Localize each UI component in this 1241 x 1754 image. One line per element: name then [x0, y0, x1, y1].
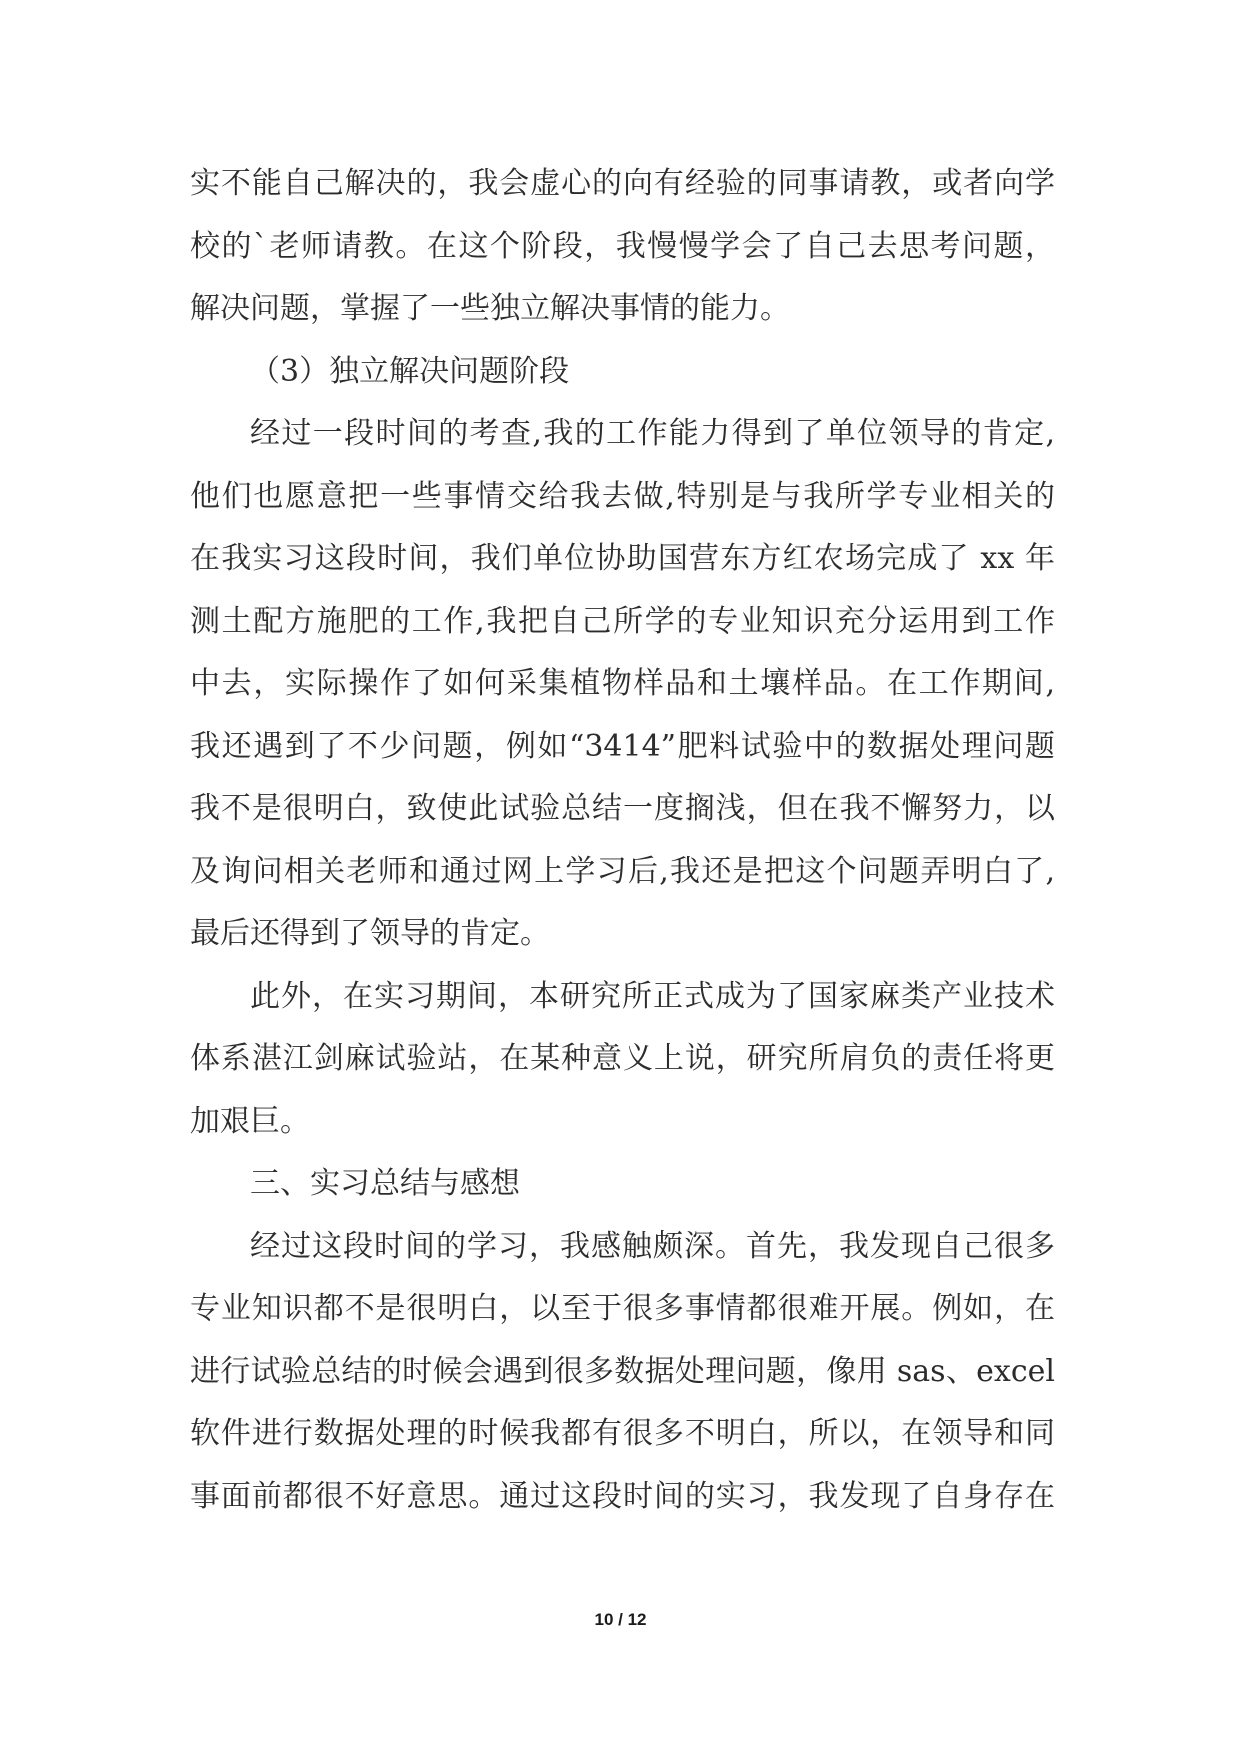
text-line: 加艰巨。 — [190, 1103, 310, 1139]
text-line: 中去，实际操作了如何采集植物样品和土壤样品。在工作期间, — [190, 666, 1055, 701]
text-line: 在我实习这段时间，我们单位协助国营东方红农场完成了 xx 年 — [190, 541, 1055, 576]
text-line: 经过这段时间的学习，我感触颇深。首先，我发现自己很多 — [250, 1228, 1055, 1264]
text-line: 经过一段时间的考查,我的工作能力得到了单位领导的肯定, — [250, 416, 1055, 451]
text-line: 此外，在实习期间，本研究所正式成为了国家麻类产业技术 — [250, 978, 1055, 1014]
text-line: 及询问相关老师和通过网上学习后,我还是把这个问题弄明白了, — [190, 853, 1055, 889]
body-text — [190, 153, 1055, 1528]
text-line: 测土配方施肥的工作,我把自己所学的专业知识充分运用到工作 — [190, 603, 1055, 639]
text-line: 软件进行数据处理的时候我都有很多不明白，所以，在领导和同 — [190, 1416, 1055, 1451]
text-line: 最后还得到了领导的肯定。 — [190, 916, 550, 951]
text-line: 我不是很明白，致使此试验总结一度搁浅，但在我不懈努力，以 — [190, 791, 1055, 826]
text-line: 事面前都很不好意思。通过这段时间的实习，我发现了自身存在 — [190, 1478, 1055, 1514]
text-line: 三、实习总结与感想 — [250, 1166, 520, 1201]
text-line: （3）独立解决问题阶段 — [250, 353, 570, 389]
text-line: 校的`老师请教。在这个阶段，我慢慢学会了自己去思考问题， — [190, 228, 1055, 264]
text-line: 体系湛江剑麻试验站，在某种意义上说，研究所肩负的责任将更 — [190, 1041, 1055, 1076]
text-line: 我还遇到了不少问题，例如“3414”肥料试验中的数据处理问题 — [190, 728, 1055, 764]
text-line: 他们也愿意把一些事情交给我去做,特别是与我所学专业相关的 — [190, 478, 1055, 514]
text-line: 专业知识都不是很明白，以至于很多事情都很难开展。例如，在 — [190, 1291, 1055, 1326]
text-line: 进行试验总结的时候会遇到很多数据处理问题，像用 sas、excel — [190, 1353, 1055, 1389]
page-number: 10 / 12 — [594, 1610, 647, 1629]
text-line: 实不能自己解决的，我会虚心的向有经验的同事请教，或者向学 — [190, 166, 1055, 201]
text-line: 解决问题，掌握了一些独立解决事情的能力。 — [190, 291, 790, 326]
